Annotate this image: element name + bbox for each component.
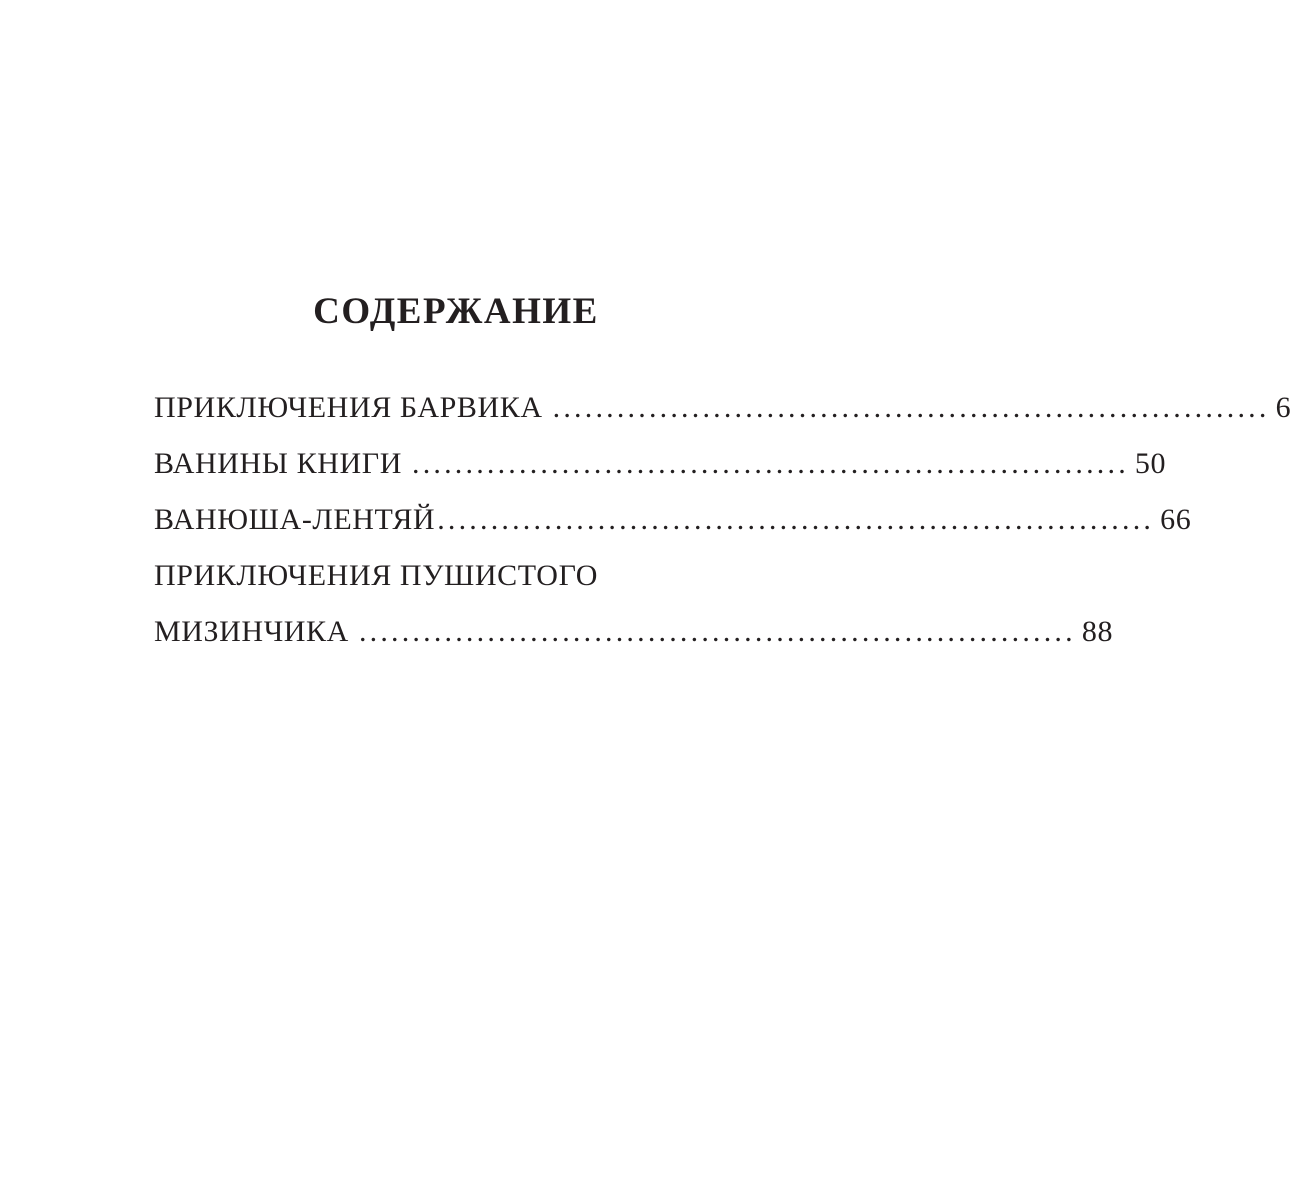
toc-page-number: 66 <box>1160 503 1192 536</box>
toc-entry-title: ПРИКЛЮЧЕНИЯ ПУШИСТОГО <box>154 559 599 592</box>
toc-page-number: 6 <box>1275 391 1291 424</box>
dot-leader: ................................................................... <box>552 391 1270 424</box>
page-title: СОДЕРЖАНИЕ <box>313 291 599 332</box>
toc-entry <box>154 386 1291 442</box>
toc-entry <box>154 610 1114 666</box>
toc-entry-title: ПРИКЛЮЧЕНИЯ БАРВИКА <box>154 391 543 424</box>
toc-entry-title: ВАНЮША-ЛЕНТЯЙ <box>154 503 436 536</box>
dot-leader: ................................................................... <box>412 447 1129 480</box>
table-of-contents <box>154 386 1291 666</box>
toc-entry-title-continued: МИЗИНЧИКА <box>154 615 349 648</box>
toc-entry-title-line <box>154 554 758 610</box>
toc-page-number: 50 <box>1134 447 1167 480</box>
dot-leader: ................................................................... <box>358 615 1076 648</box>
toc-entry <box>154 498 1192 554</box>
toc-entry-title: ВАНИНЫ КНИГИ <box>154 447 402 480</box>
toc-page-number: 88 <box>1081 615 1114 648</box>
dot-leader: ................................................................... <box>437 503 1155 536</box>
toc-entry <box>154 442 1167 498</box>
